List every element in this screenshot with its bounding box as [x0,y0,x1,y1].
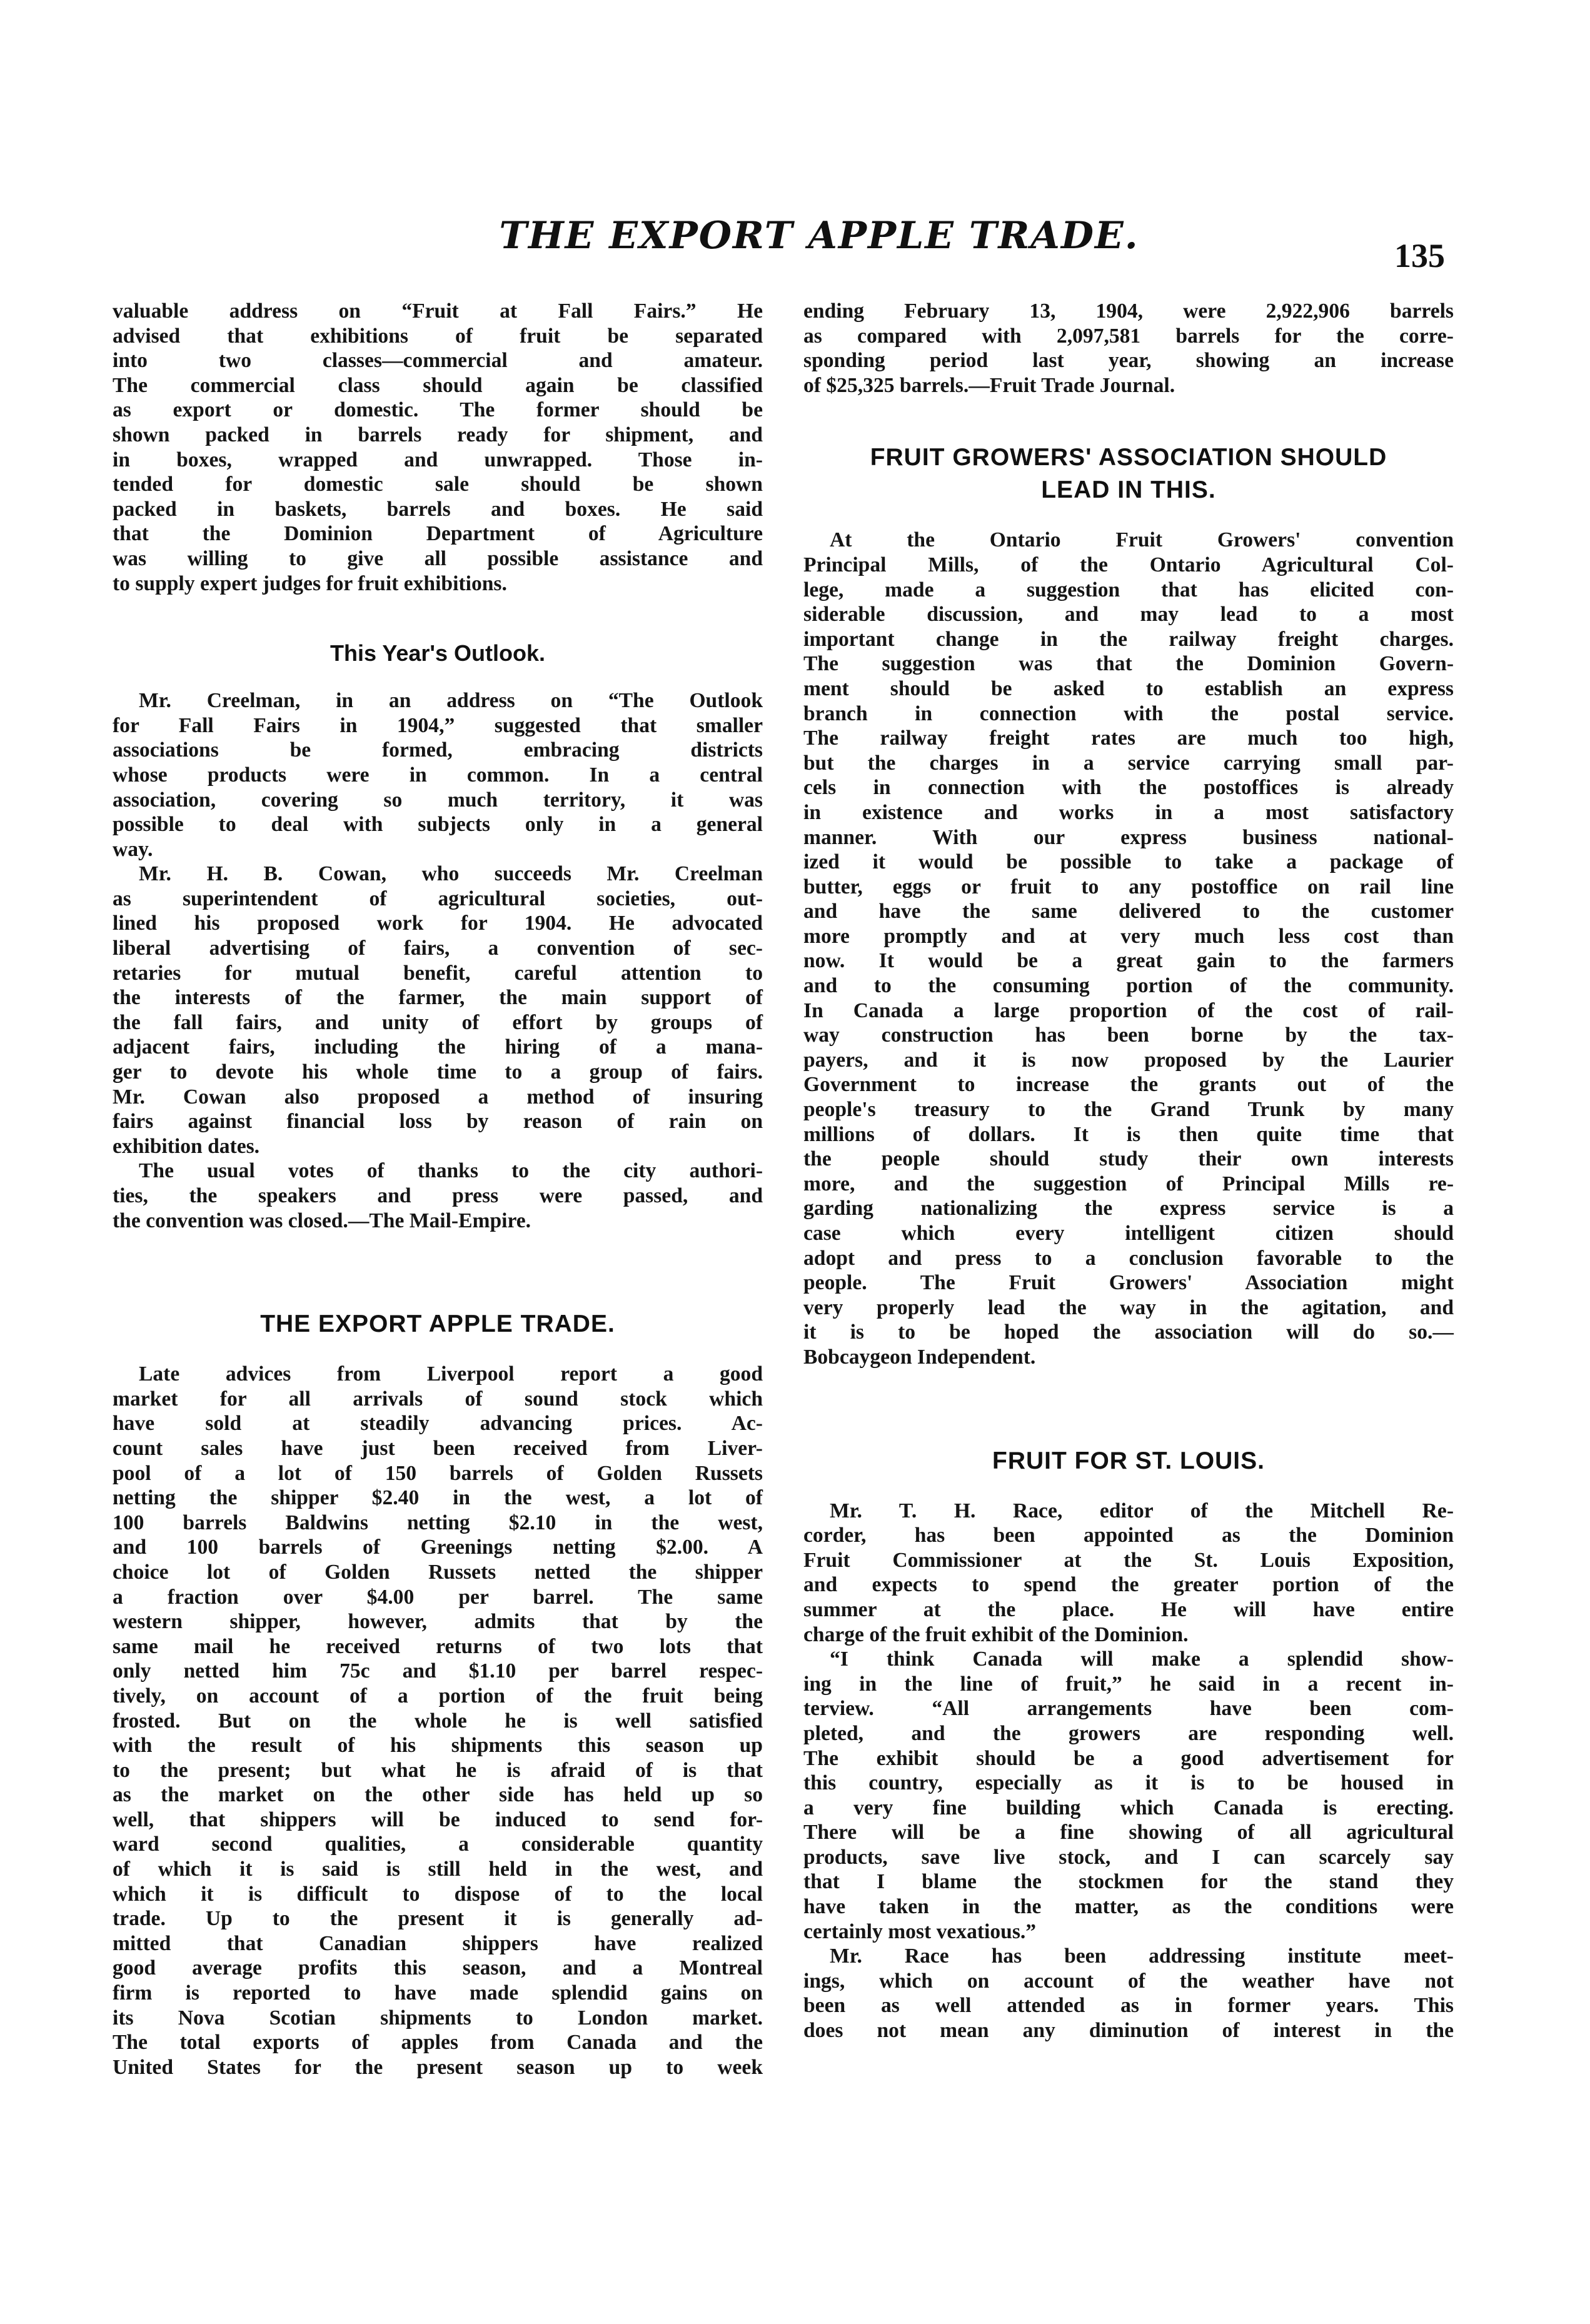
text-line: more promptly and at very much less cost than [803,924,1454,948]
text-line: whose products were in common. In a central [113,763,763,787]
text-line: sponding period last year, showing an increase [803,349,1454,373]
text-line: butter, eggs or fruit to any postoffice on rail line [803,875,1454,898]
text-line: only netted him 75c and $1.10 per barrel respec- [113,1659,763,1683]
text-line: that I blame the stockmen for the stand they [803,1870,1454,1894]
text-line: In Canada a large proportion of the cost of rail- [803,999,1454,1022]
text-line: shown packed in barrels ready for shipment, and [113,423,763,446]
text-line: Mr. Cowan also proposed a method of insuring [113,1085,763,1109]
text-line: ger to devote his whole time to a group of fairs. [113,1060,763,1084]
text-line: valuable address on “Fruit at Fall Fairs.” He [113,299,763,323]
text-line: possible to deal with subjects only in a general [113,813,763,837]
text-line: into two classes—commercial and amateur. [113,349,763,373]
text-line: association, covering so much territory, it was [113,788,763,812]
text-line: terview. “All arrangements have been com- [803,1697,1454,1721]
text-line: lege, made a suggestion that has elicited con- [803,578,1454,601]
text-line: liberal advertising of fairs, a convention of sec- [113,937,763,960]
text-line: exhibition dates. [113,1134,260,1158]
text-line: and expects to spend the greater portion of the [803,1573,1454,1597]
text-line: now. It would be a great gain to the farmers [803,949,1454,973]
text-line: western shipper, however, admits that by the [113,1610,763,1634]
text-line: certainly most vexatious.” [803,1919,1037,1943]
text-line: people's treasury to the Grand Trunk by many [803,1098,1454,1122]
paragraph [113,1159,763,1233]
text-line: payers, and it is now proposed by the Laurier [803,1048,1454,1072]
paragraph [113,299,763,596]
text-line: manner. With our express business national- [803,825,1454,849]
text-line: to supply expert judges for fruit exhibitions. [113,571,507,595]
text-line: a very fine building which Canada is erecting. [803,1796,1454,1819]
text-line: case which every intelligent citizen should [803,1222,1454,1245]
text-line: as superintendent of agricultural societies, out- [113,887,763,910]
text-line: netting the shipper $2.40 in the west, a lot of [113,1486,763,1510]
text-line: packed in baskets, barrels and boxes. He said [113,497,763,521]
paragraph [803,1944,1454,2043]
text-line: Mr. H. B. Cowan, who succeeds Mr. Creelman [139,862,763,886]
text-line: have taken in the matter, as the conditions were [803,1895,1454,1919]
text-line: Government to increase the grants out of the [803,1073,1454,1097]
text-line: summer at the place. He will have entire [803,1597,1454,1621]
article-headline-continued: LEAD IN THIS. [1041,476,1216,504]
text-line: The exhibit should be a good advertisement for [803,1746,1454,1770]
text-line: Mr. T. H. Race, editor of the Mitchell Re- [830,1499,1454,1522]
text-line: way. [113,837,153,861]
text-line: in boxes, wrapped and unwrapped. Those in- [113,448,763,471]
text-line: its Nova Scotian shipments to London market. [113,2006,763,2030]
text-line: Fruit Commissioner at the St. Louis Exposition, [803,1548,1454,1572]
article-headline: FRUIT FOR ST. LOUIS. [992,1447,1265,1474]
text-line: and to the consuming portion of the community. [803,974,1454,998]
text-line: associations be formed, embracing districts [113,738,763,762]
text-line: pool of a lot of 150 barrels of Golden Russets [113,1461,763,1485]
article-headline: THE EXPORT APPLE TRADE. [260,1310,615,1338]
page-number: 135 [1394,237,1445,274]
paragraph [803,1499,1454,1647]
running-title: THE EXPORT APPLE TRADE. [499,214,1139,258]
right-column [803,299,1454,2043]
text-line: cels in connection with the postoffices is already [803,776,1454,800]
text-line: as export or domestic. The former should be [113,398,763,422]
text-line: United States for the present season up to week [113,2055,763,2079]
text-line: more, and the suggestion of Principal Mills re- [803,1172,1454,1195]
text-line: “I think Canada will make a splendid show- [830,1647,1454,1671]
paragraph [113,862,763,1159]
text-line: Mr. Creelman, in an address on “The Outlook [139,689,763,713]
text-line: garding nationalizing the express service is a [803,1197,1454,1220]
paragraph [803,1647,1454,1944]
text-line: of $25,325 barrels.—Fruit Trade Journal. [803,373,1175,397]
text-line: and have the same delivered to the customer [803,900,1454,923]
text-line: products, save live stock, and I can scarcely say [803,1845,1454,1869]
text-line: 100 barrels Baldwins netting $2.10 in the west, [113,1511,763,1534]
text-line: in existence and works in a most satisfactory [803,800,1454,824]
text-line: lined his proposed work for 1904. He advocated [113,912,763,935]
paragraph [803,299,1454,398]
text-line: trade. Up to the present it is generally ad- [113,1907,763,1931]
text-line: ment should be asked to establish an express [803,677,1454,700]
text-line: it is to be hoped the association will do so.— [803,1320,1454,1344]
text-line: as the market on the other side has held up so [113,1783,763,1807]
text-line: this country, especially as it is to be housed in [803,1771,1454,1795]
text-line: tended for domestic sale should be shown [113,473,763,496]
text-line: a fraction over $4.00 per barrel. The same [113,1585,763,1609]
text-line: does not mean any diminution of interest in the [803,2019,1454,2043]
text-line: firm is reported to have made splendid gains on [113,1981,763,2005]
text-line: charge of the fruit exhibit of the Dominion. [803,1622,1189,1646]
text-line: for Fall Fairs in 1904,” suggested that smaller [113,713,763,737]
text-line: and 100 barrels of Greenings netting $2.00. A [113,1536,763,1559]
text-line: the convention was closed.—The Mail-Empire. [113,1209,531,1232]
text-line: ties, the speakers and press were passed, and [113,1184,763,1207]
text-line: ward second qualities, a considerable quantity [113,1833,763,1856]
text-line: same mail he received returns of two lots that [113,1634,763,1658]
text-line: frosted. But on the whole he is well satisfied [113,1709,763,1733]
text-line: market for all arrivals of sound stock which [113,1387,763,1411]
text-line: ing in the line of fruit,” he said in a recent in- [803,1672,1454,1696]
text-line: ings, which on account of the weather have not [803,1969,1454,1993]
text-line: Mr. Race has been addressing institute meet- [830,1944,1454,1968]
text-line: mitted that Canadian shippers have realized [113,1931,763,1955]
text-line: choice lot of Golden Russets netted the shipper [113,1560,763,1584]
text-line: branch in connection with the postal service. [803,702,1454,725]
text-line: which it is difficult to dispose of to the local [113,1882,763,1906]
text-line: advised that exhibitions of fruit be separated [113,324,763,348]
text-line: ized it would be possible to take a package of [803,850,1454,874]
text-line: retaries for mutual benefit, careful attention to [113,961,763,985]
paragraph [803,528,1454,1369]
text-line: the people should study their own interests [803,1147,1454,1171]
text-line: siderable discussion, and may lead to a most [803,603,1454,626]
text-line: pleted, and the growers are responding well. [803,1721,1454,1745]
text-line: the interests of the farmer, the main support of [113,986,763,1010]
text-line: The usual votes of thanks to the city authori- [139,1159,763,1183]
left-column [113,299,763,2080]
text-line: was willing to give all possible assistance and [113,546,763,570]
text-line: good average profits this season, and a Montreal [113,1956,763,1980]
text-line: Bobcaygeon Independent. [803,1345,1036,1369]
text-line: been as well attended as in former years. This [803,1994,1454,2018]
text-line: with the result of his shipments this season up [113,1734,763,1758]
text-line: that the Dominion Department of Agriculture [113,522,763,546]
text-line: but the charges in a service carrying small par- [803,751,1454,775]
paragraph [113,688,763,862]
text-line: corder, has been appointed as the Dominion [803,1524,1454,1547]
article-headline: FRUIT GROWERS' ASSOCIATION SHOULD [870,444,1387,471]
text-line: as compared with 2,097,581 barrels for the corre- [803,324,1454,348]
text-line: very properly lead the way in the agitation, and [803,1295,1454,1319]
text-line: fairs against financial loss by reason of rain on [113,1110,763,1134]
text-line: count sales have just been received from Liver- [113,1436,763,1460]
text-line: important change in the railway freight charges. [803,627,1454,651]
paragraph [113,1362,763,2080]
text-line: ending February 13, 1904, were 2,922,906 barrels [803,299,1454,323]
text-line: The railway freight rates are much too high, [803,727,1454,750]
text-line: of which it is said is still held in the west, and [113,1858,763,1881]
text-line: the fall fairs, and unity of effort by groups of [113,1010,763,1034]
text-line: There will be a fine showing of all agricultural [803,1821,1454,1844]
text-line: people. The Fruit Growers' Association might [803,1271,1454,1295]
text-line: Principal Mills, of the Ontario Agricultural Col- [803,553,1454,576]
text-line: tively, on account of a portion of the fruit being [113,1684,763,1708]
text-line: adjacent fairs, including the hiring of a mana- [113,1035,763,1059]
text-line: millions of dollars. It is then quite time that [803,1122,1454,1146]
text-line: to the present; but what he is afraid of is that [113,1758,763,1782]
section-subhead: This Year's Outlook. [330,640,545,667]
text-line: way construction has been borne by the tax- [803,1024,1454,1047]
text-line: have sold at steadily advancing prices. Ac- [113,1412,763,1436]
text-line: At the Ontario Fruit Growers' convention [830,528,1454,552]
text-line: Late advices from Liverpool report a good [139,1362,763,1386]
text-line: The total exports of apples from Canada and the [113,2031,763,2055]
text-line: The suggestion was that the Dominion Govern- [803,652,1454,676]
text-line: well, that shippers will be induced to send for- [113,1808,763,1831]
text-line: The commercial class should again be classified [113,373,763,397]
text-line: adopt and press to a conclusion favorable to the [803,1246,1454,1270]
